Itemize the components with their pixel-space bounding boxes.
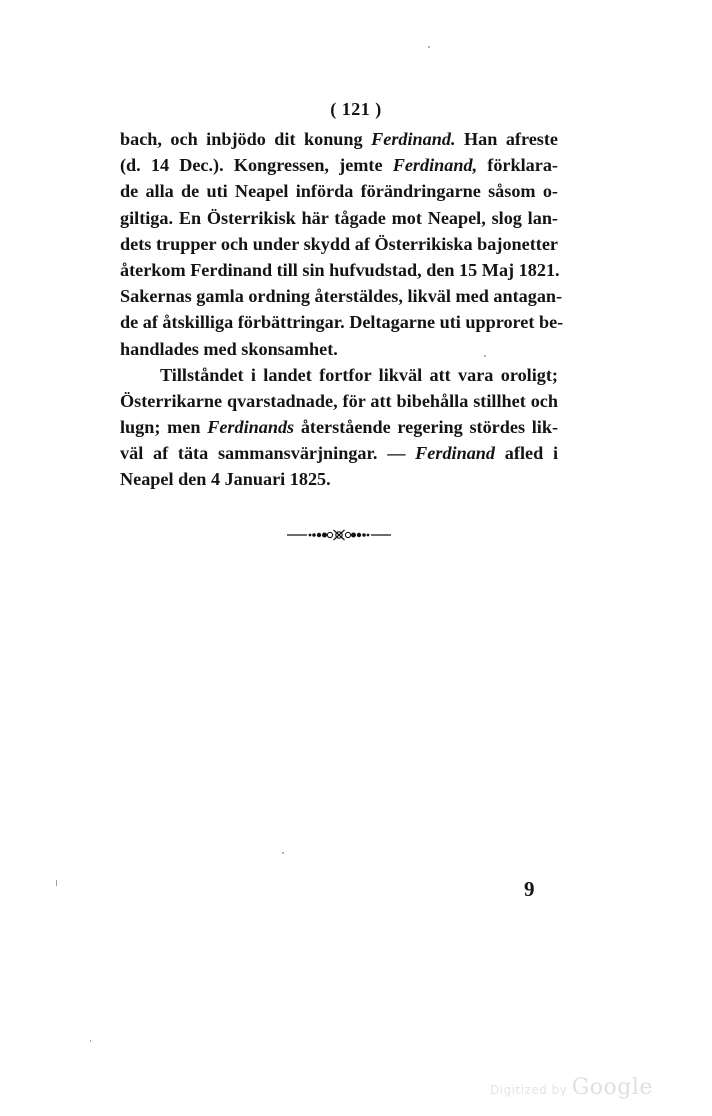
text-run: (d. 14 Dec.). Kongressen, jemte [120, 155, 393, 176]
text-line [120, 440, 558, 466]
paper-speck [56, 880, 57, 886]
digitized-watermark [490, 1075, 653, 1100]
text-line: giltiga. En Österrikisk här tågade mot Neapel, slog lan- [120, 207, 558, 228]
text-line: återkom Ferdinand till sin hufvudstad, den 15 Maj 1821. [120, 259, 560, 280]
italic-name: Ferdinand, [392, 155, 478, 176]
text-line: Neapel den 4 Januari 1825. [120, 469, 331, 490]
text-run: förklara- [477, 155, 558, 176]
paper-speck [90, 1040, 91, 1042]
page-number: ( 121 ) [330, 99, 382, 119]
text-run: återstående regering stördes lik- [294, 417, 558, 438]
text-line: handlades med skonsamhet. [120, 338, 338, 359]
text-run: afled i [495, 443, 558, 464]
paper-speck [428, 46, 430, 48]
body-text [120, 126, 564, 493]
text-line [120, 126, 558, 152]
text-line: Österrikarne qvarstadnade, för att bibehålla stillhet och [120, 390, 558, 411]
text-line: Sakernas gamla ordning återstäldes, likväl med antagan- [120, 286, 563, 307]
text-run: bach, och inbjödo dit konung [120, 129, 372, 149]
paper-speck [282, 852, 284, 854]
italic-name: Ferdinand [415, 443, 496, 464]
italic-name: Ferdinand. [371, 129, 456, 149]
section-end-ornament [287, 527, 391, 541]
paper-speck [484, 355, 486, 357]
watermark-brand: Google [571, 1075, 653, 1100]
text-line: de af åtskilliga förbättringar. Deltagarne uti upproret be- [120, 312, 564, 333]
text-line: de alla de uti Neapel införda förändringarne såsom o- [120, 181, 558, 202]
watermark-prefix: Digitized by [490, 1083, 568, 1097]
text-run: lugn; men [120, 417, 208, 438]
text-line: Tillståndet i landet fortfor likväl att vara oroligt; [160, 364, 558, 385]
text-line: dets trupper och under skydd af Österrikiska bajonetter [120, 233, 558, 254]
italic-name: Ferdinands [207, 417, 295, 438]
text-line [120, 152, 558, 178]
text-line [120, 414, 558, 440]
signature-mark: 9 [524, 877, 535, 901]
text-run: Han afreste [455, 129, 558, 149]
text-run: väl af täta sammansvärjningar. — [120, 443, 416, 464]
